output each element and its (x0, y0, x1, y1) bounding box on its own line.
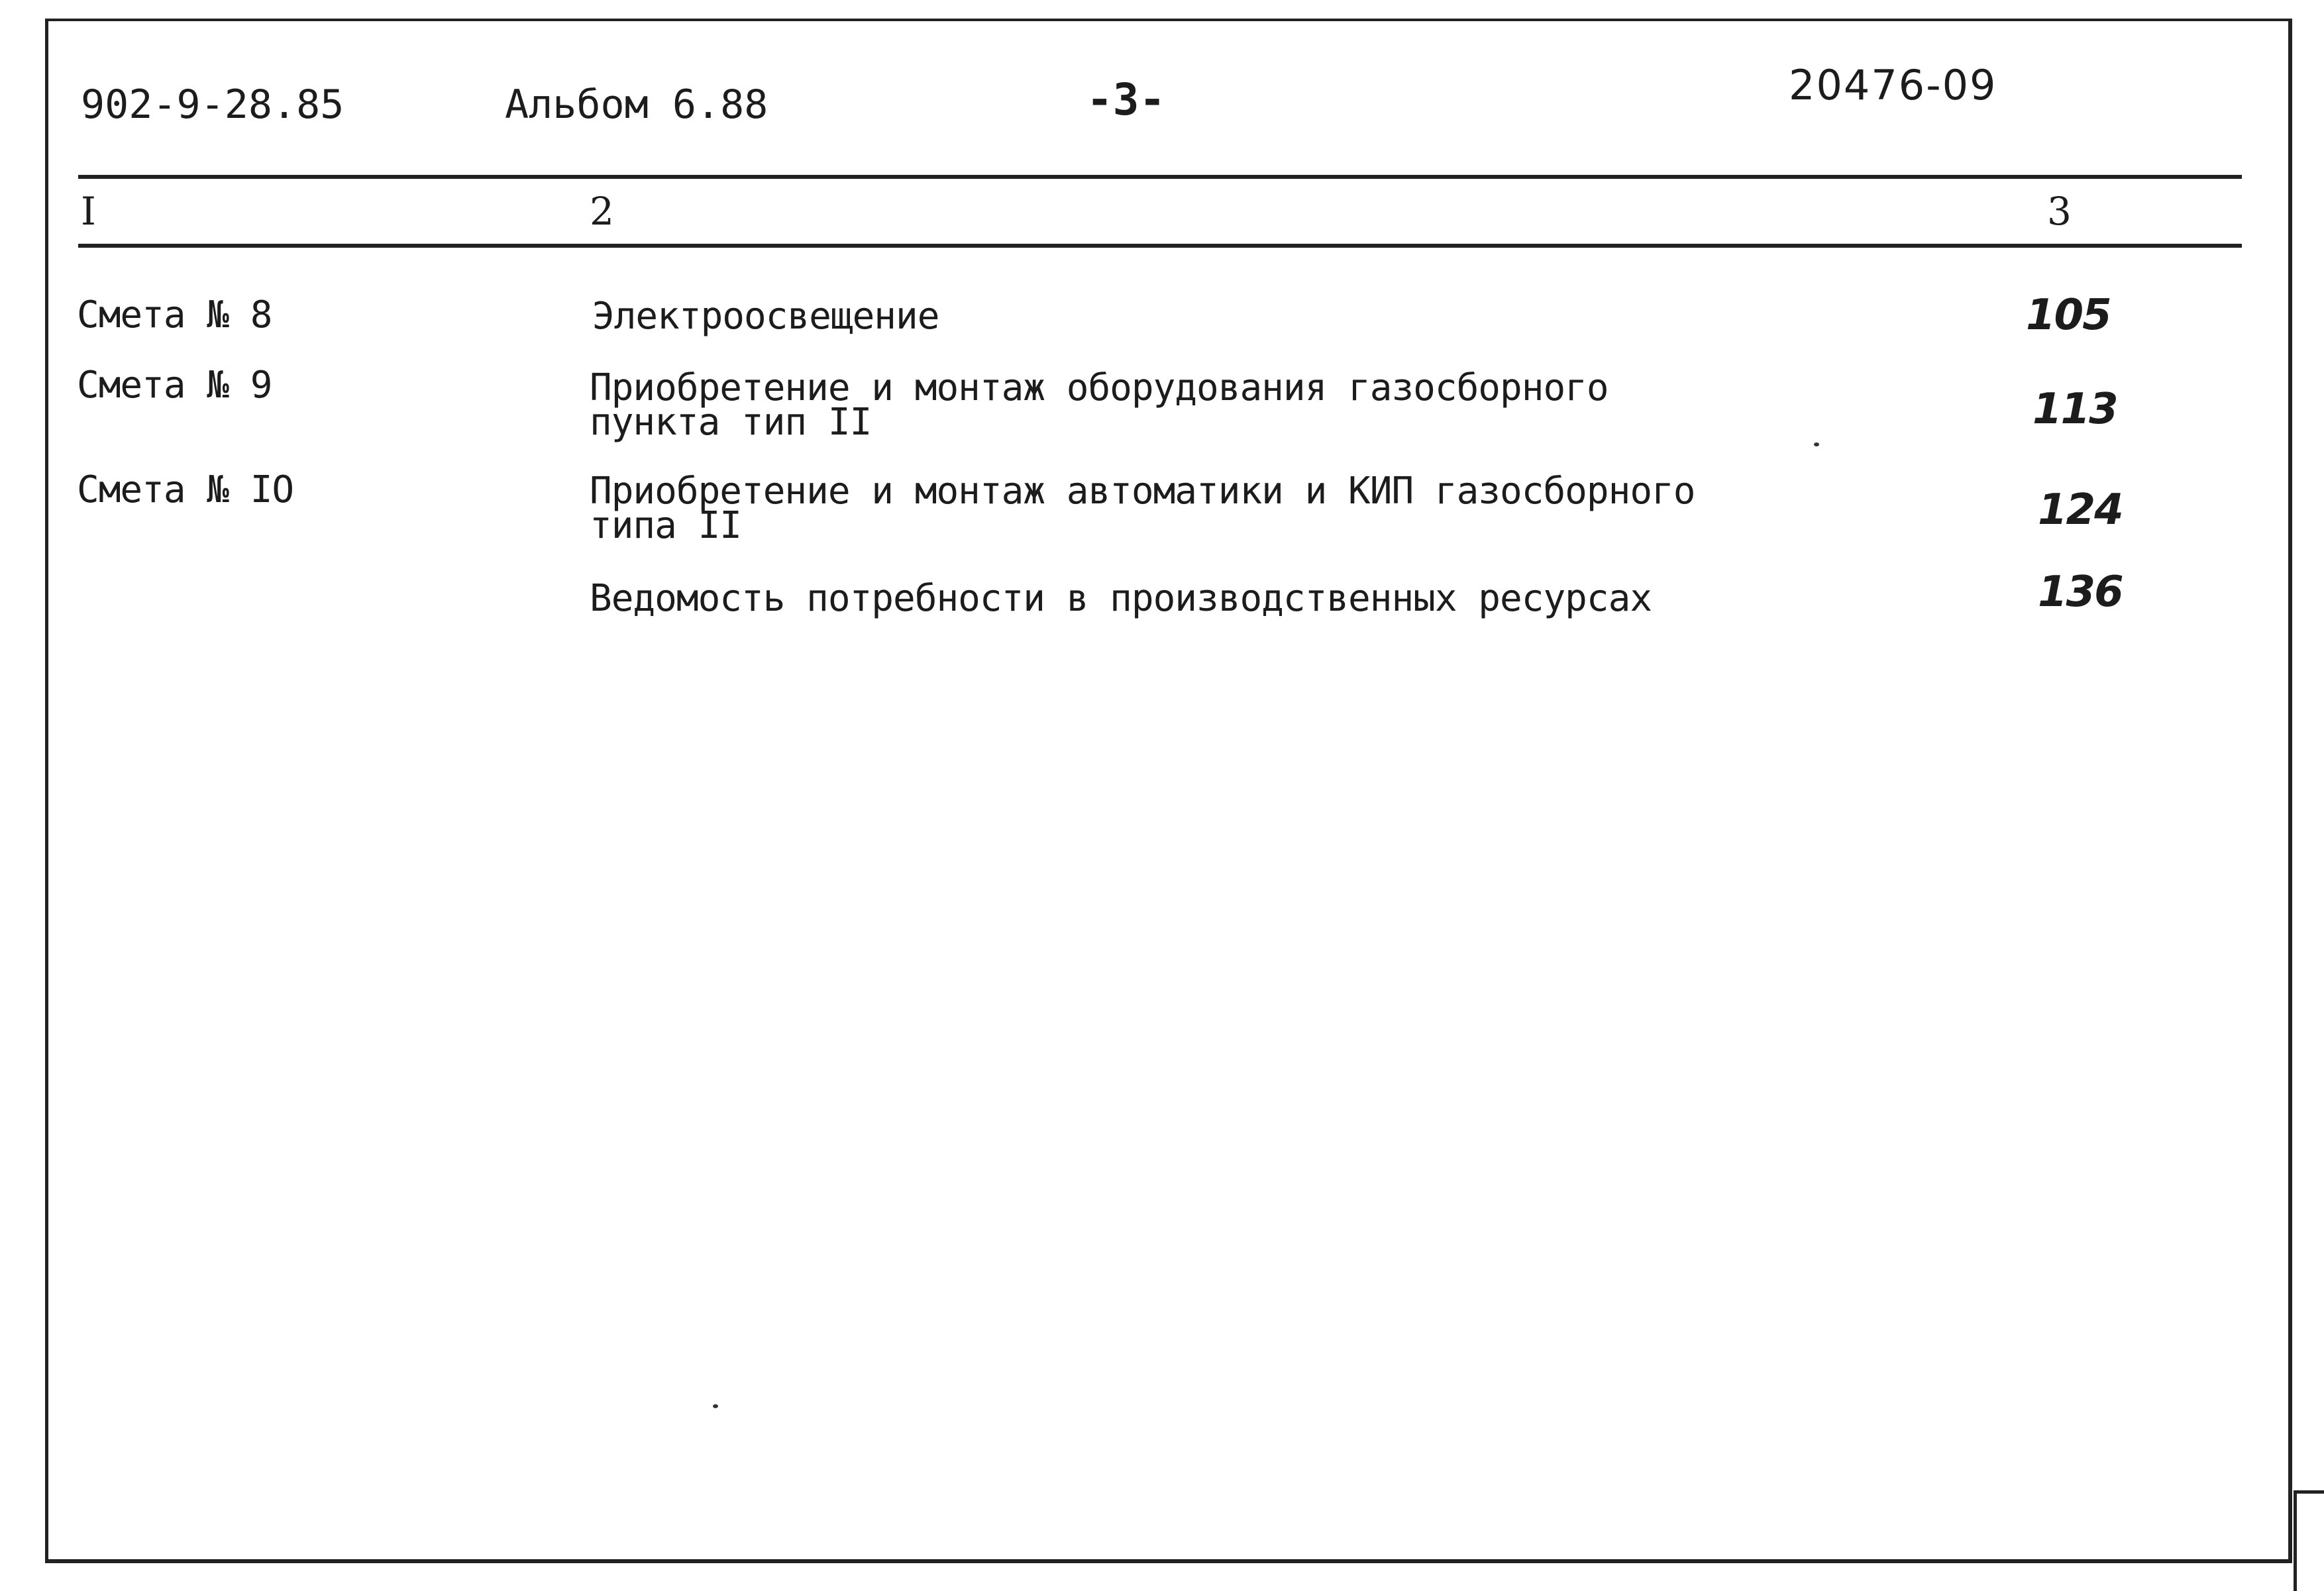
document-designation: 902-9-28.85 (81, 81, 344, 128)
sheet-frame (45, 19, 2292, 1563)
item-title: Приобретение и монтаж оборудования газосборного (590, 366, 1609, 409)
column-header-2: 2 (590, 189, 614, 234)
album-label: Альбом 6.88 (505, 81, 768, 128)
item-page: 136 (2038, 568, 2123, 617)
scan-speck (713, 1404, 718, 1408)
item-page: 124 (2038, 486, 2123, 535)
item-title: Ведомость потребности в производственных ресурсах (590, 577, 1652, 620)
estimate-ref: Смета № IO (77, 468, 294, 511)
document-code: 20476-09 (1789, 61, 1997, 109)
table-top-rule (78, 175, 2242, 179)
column-header-3: 3 (2047, 189, 2072, 234)
item-title: Приобретение и монтаж автоматики и КИП газосборного (590, 470, 1695, 513)
scan-speck (1814, 442, 1819, 446)
estimate-ref: Смета № 9 (77, 364, 272, 407)
item-title-continued: типа II (590, 504, 742, 547)
corner-mark (2294, 1490, 2324, 1591)
table-header-rule (78, 244, 2242, 248)
estimate-ref: Смета № 8 (77, 293, 272, 336)
item-title-continued: пункта тип II (590, 401, 872, 444)
item-title: Электроосвещение (592, 295, 939, 338)
item-page: 113 (2033, 385, 2117, 434)
item-page: 105 (2026, 291, 2111, 340)
column-header-1: I (81, 189, 96, 234)
page-number: -3- (1086, 74, 1166, 125)
